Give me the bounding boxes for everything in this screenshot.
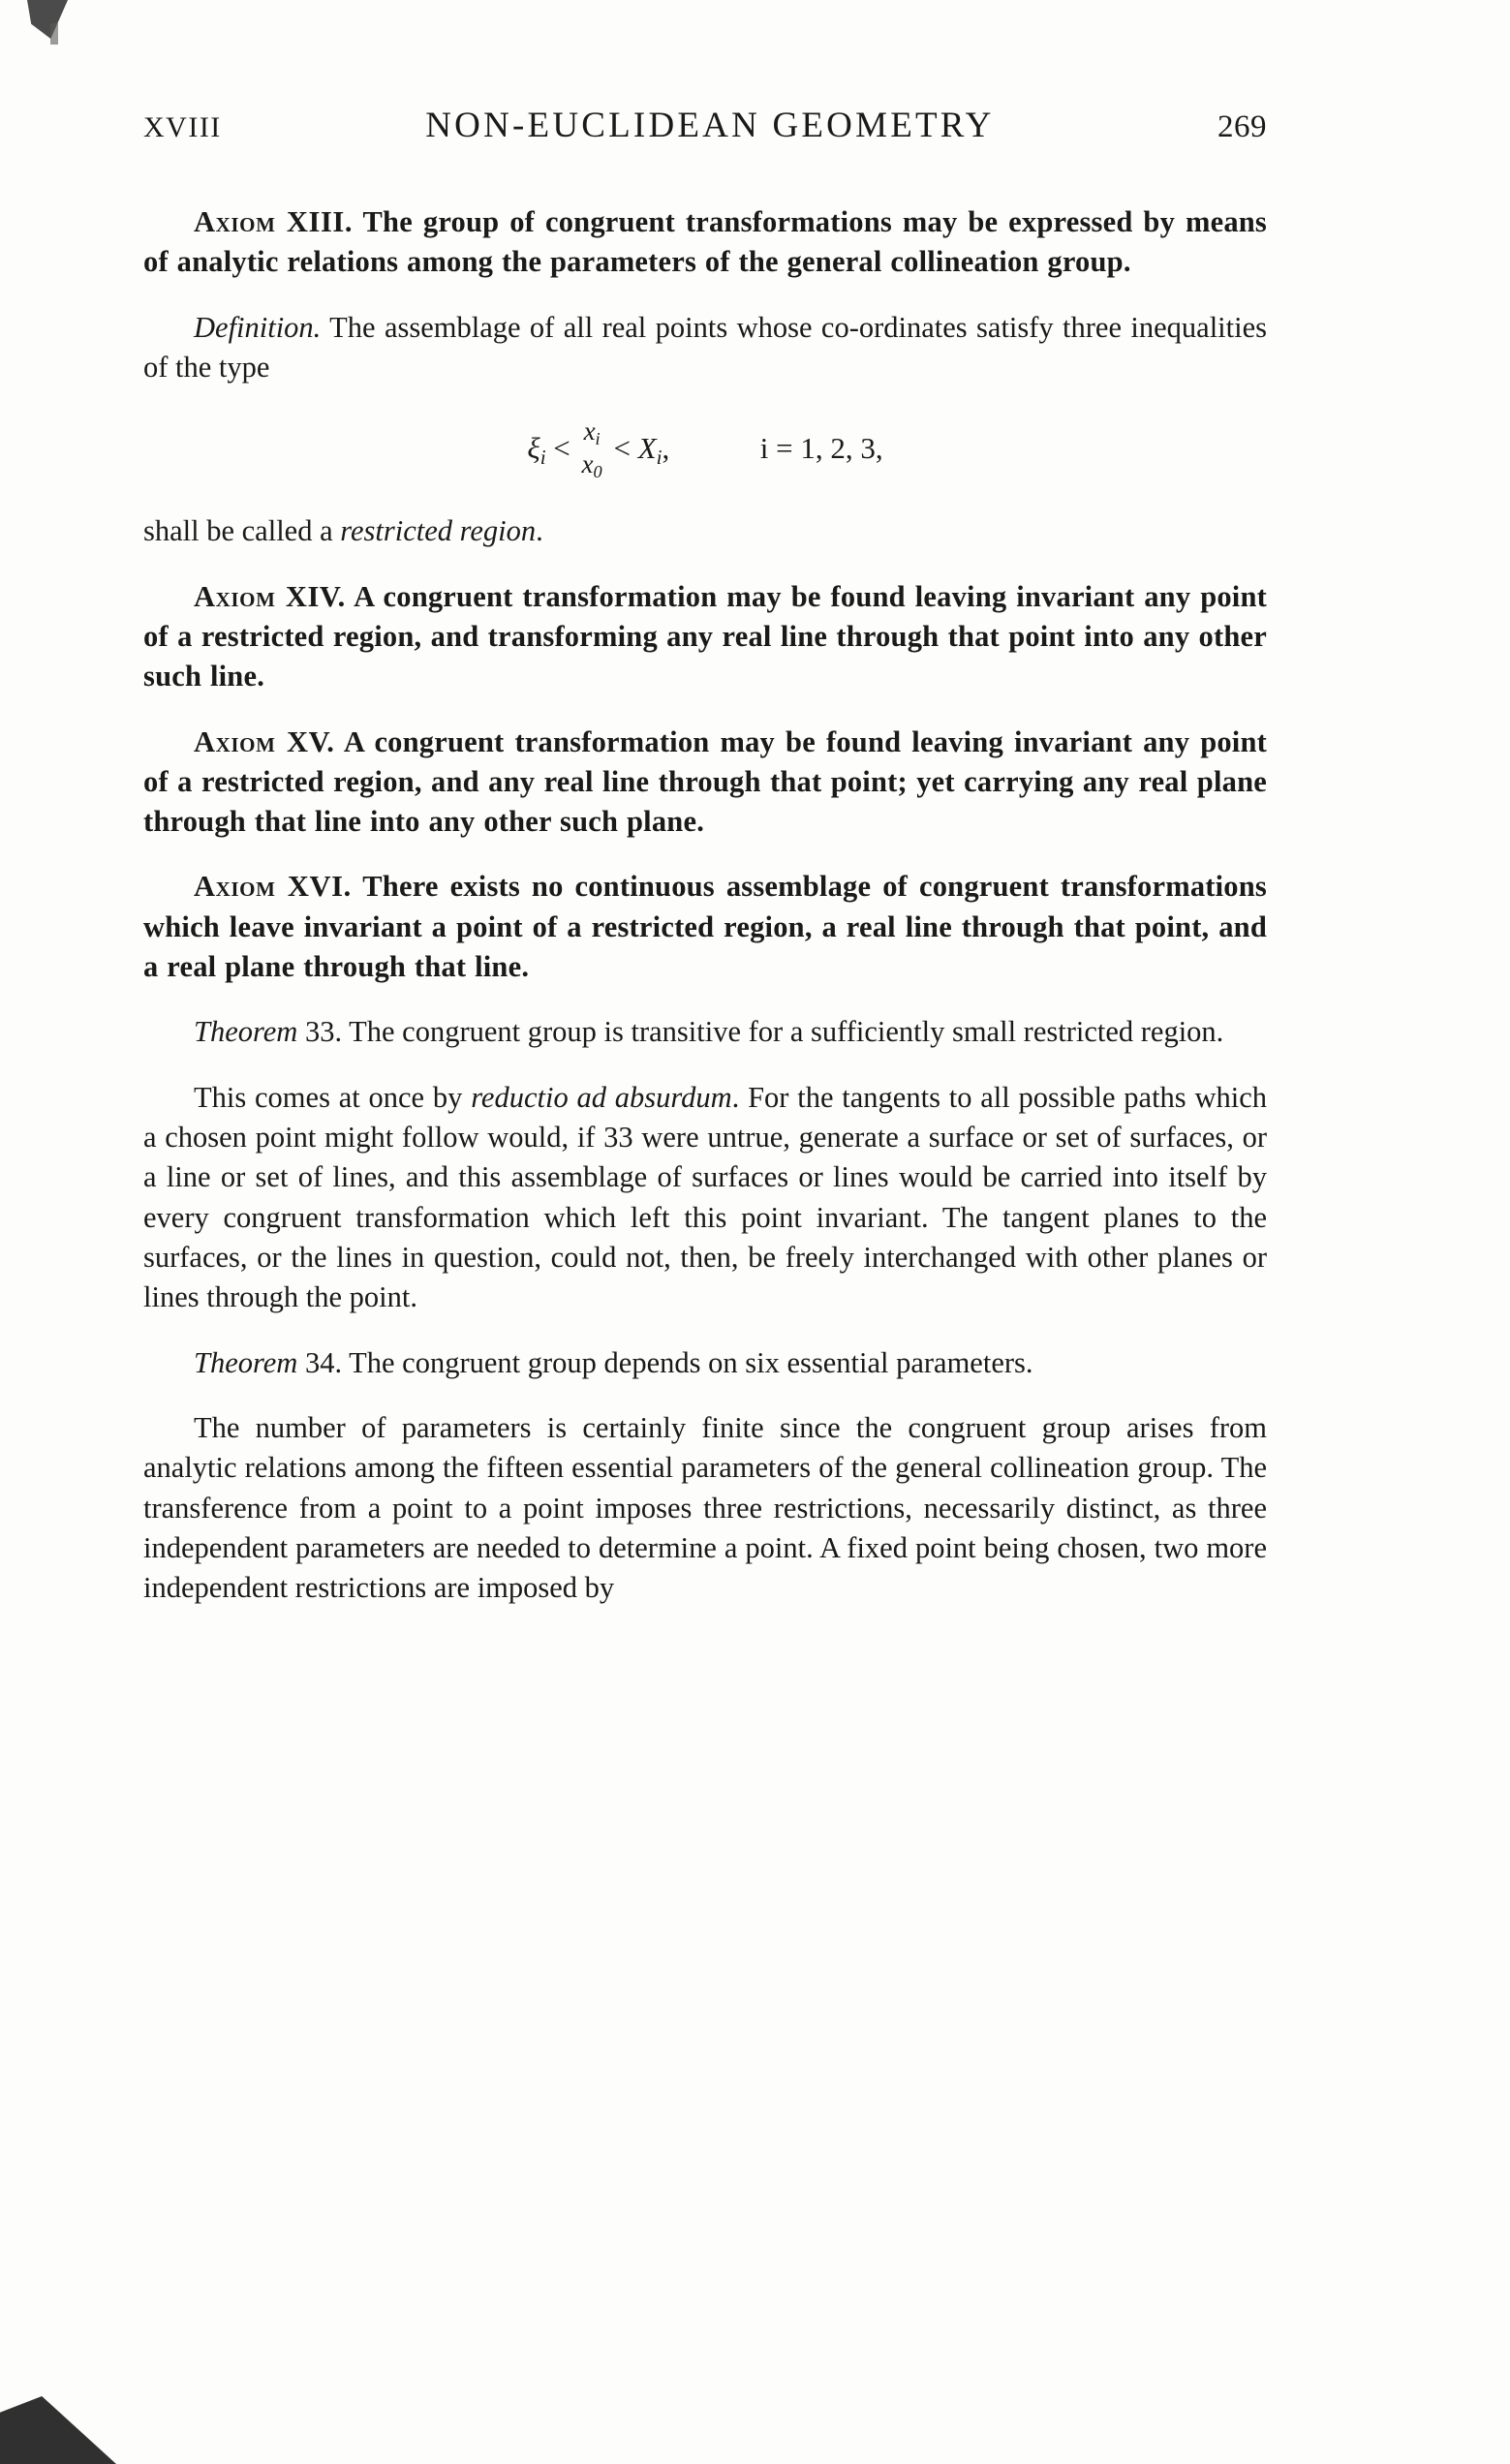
axiom-13-paragraph (143, 202, 1267, 283)
formula-fraction (582, 418, 602, 480)
proof-33-latin-phrase: reductio ad absurdum (471, 1080, 732, 1114)
page-number: 269 (1217, 109, 1267, 144)
theorem-33-text: The congruent group is transitive for a sufficiently small restricted region. (342, 1015, 1224, 1049)
formula-relation-1: < (553, 431, 570, 466)
formula-comma: , (662, 431, 670, 466)
axiom-14-paragraph (143, 577, 1267, 697)
definition-text: The assemblage of all real points whose co-ordinates satisfy three inequalities of the type (143, 310, 1267, 384)
after-formula-paragraph (143, 511, 1267, 551)
theorem-33-label: Theorem (194, 1015, 298, 1049)
formula-relation-2: < (613, 431, 631, 466)
page-content (143, 105, 1267, 1633)
running-head (143, 105, 1267, 146)
axiom-13-label: Axiom XIII. (194, 205, 354, 238)
formula-index-range: i = 1, 2, 3, (759, 431, 883, 466)
running-head-chapter: XVIII (143, 111, 222, 143)
scan-artifact-top-left (27, 0, 68, 39)
axiom-14-text: A congruent transformation may be found leaving invariant any point of a restricted region, and transforming any real line through that point into any other such line. (143, 579, 1267, 693)
axiom-15-text: A congruent transformation may be found leaving invariant any point of a restricted region, and any real line through that point; yet carrying any real plane through that line into any other such plane. (143, 724, 1268, 839)
formula-numerator: $x_i$ (583, 416, 601, 449)
formula-rhs-sub: i (656, 446, 663, 470)
axiom-16-paragraph (143, 867, 1267, 987)
after-formula-pre: shall be called a (143, 514, 341, 548)
proof-33-pre: This comes at once by (194, 1080, 472, 1114)
theorem-33-proof (143, 1078, 1267, 1318)
theorem-34-number: 34. (297, 1345, 343, 1379)
inequality-formula (143, 416, 1267, 482)
formula-lhs: ξ (527, 431, 540, 466)
axiom-16-text: There exists no continuous assemblage of congruent transformations which leave invariant a point of a restricted region, a real line through that point, and a real plane through that line. (143, 870, 1267, 984)
after-formula-post: . (536, 514, 543, 548)
theorem-33-number: 33. (297, 1015, 343, 1049)
formula-denominator: $x_0$ (581, 448, 602, 481)
after-formula-term: restricted region (340, 514, 537, 548)
proof-33-post: . For the tangents to all possible paths which a chosen point might follow would, if 33 were untrue, generate a surface or set of surfaces, or a line or set of lines, and this assemblage of surfaces or lines would be carried into itself by every congruent transformation which left this point invariant. The tangent planes to the surfaces, or the lines in question, could not, then, be freely interchanged with other planes or lines through the point. (143, 1080, 1267, 1314)
running-head-title: NON-EUCLIDEAN GEOMETRY (425, 106, 995, 145)
definition-label: Definition. (194, 310, 322, 344)
scan-artifact-bottom-left (0, 2396, 116, 2464)
axiom-15-label: Axiom XV. (194, 724, 335, 758)
theorem-34-proof: The number of parameters is certainly finite since the congruent group arises from analytic relations among the fifteen essential parameters of the general collineation group. The transference from a point to a point imposes three restrictions, necessarily distinct, as three independent parameters are needed to determine a point. A fixed point being chosen, two more independent restrictions are imposed by (143, 1410, 1267, 1605)
formula-rhs: X (637, 431, 657, 466)
theorem-34-paragraph (143, 1343, 1267, 1383)
definition-paragraph (143, 308, 1267, 388)
theorem-34-text: The congruent group depends on six essential parameters. (342, 1345, 1033, 1379)
theorem-33-paragraph (143, 1012, 1267, 1052)
axiom-16-label: Axiom XVI. (194, 870, 352, 904)
axiom-14-label: Axiom XIV. (194, 579, 346, 613)
axiom-15-paragraph (143, 723, 1267, 843)
scan-artifact-top-left-mark (50, 23, 58, 45)
formula-lhs-sub: i (539, 446, 546, 470)
theorem-34-label: Theorem (194, 1345, 298, 1379)
axiom-13-text: The group of congruent transformations may be expressed by means of analytic relations among the parameters of the general collineation group. (143, 205, 1267, 279)
